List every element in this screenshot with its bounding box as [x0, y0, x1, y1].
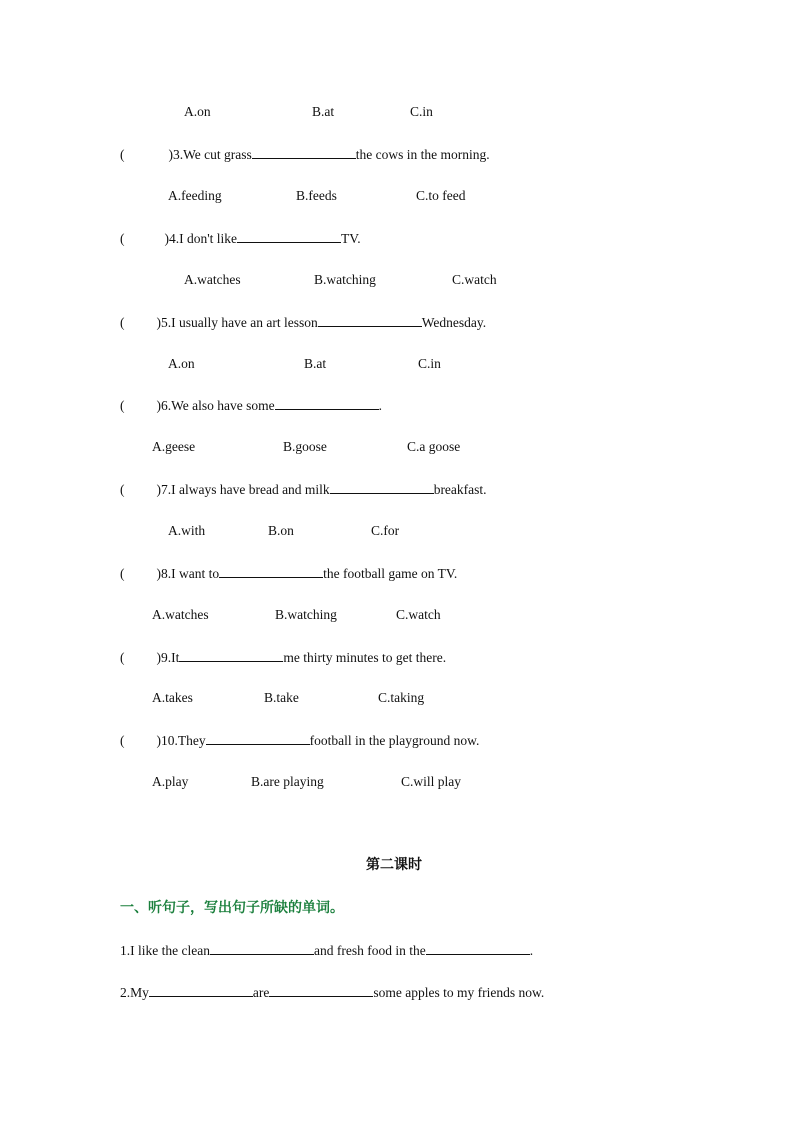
option-c: C.a goose [407, 439, 461, 454]
option-a: A.takes [152, 690, 193, 705]
question-stem: )3.We cut grass [168, 147, 252, 162]
option-a: A.watches [152, 607, 209, 622]
fill-sentence-1 [120, 942, 533, 959]
fill-sentence-2 [120, 984, 544, 1001]
option-c: C.for [371, 523, 400, 538]
question-4 [120, 230, 361, 247]
option-c: C.to feed [416, 188, 466, 203]
question-7 [120, 481, 487, 498]
question-tail: the football game on TV. [323, 566, 458, 581]
question-bracket: ( [120, 315, 125, 330]
option-b: B.watching [275, 607, 337, 622]
question-tail: football in the playground now. [309, 733, 480, 748]
question-bracket: ( [120, 231, 125, 246]
sentence-part: . [529, 943, 534, 958]
question-tail: me thirty minutes to get there. [283, 650, 447, 665]
question-stem: )10.They [156, 733, 206, 748]
question-5 [120, 314, 486, 331]
option-c: C.taking [378, 690, 425, 705]
question-stem: )8.I want to [156, 566, 220, 581]
option-b: B.goose [283, 439, 327, 454]
question-9 [120, 649, 446, 666]
question-tail: TV. [341, 231, 361, 246]
option-b: B.at [312, 104, 335, 119]
option-b: B.are playing [251, 774, 324, 789]
option-c: C.will play [401, 774, 461, 789]
question-bracket: ( [120, 482, 125, 497]
lesson-title: 第二课时 [366, 857, 422, 873]
answer-blank[interactable] [275, 397, 379, 410]
option-c: C.in [418, 356, 441, 371]
option-a: A.play [152, 774, 189, 789]
answer-blank[interactable] [219, 565, 323, 578]
option-a: A.on [184, 104, 211, 119]
option-b: B.feeds [296, 188, 337, 203]
sentence-part: 2.My [120, 985, 149, 1000]
question-3 [120, 146, 490, 163]
answer-blank[interactable] [269, 984, 373, 997]
question-8 [120, 565, 457, 582]
option-c: C.in [410, 104, 433, 119]
answer-blank[interactable] [206, 732, 310, 745]
sentence-part: 1.I like the clean [120, 943, 210, 958]
question-tail: Wednesday. [421, 315, 487, 330]
question-tail: the cows in the morning. [355, 147, 490, 162]
option-a: A.geese [152, 439, 196, 454]
question-stem: )7.I always have bread and milk [156, 482, 330, 497]
answer-blank[interactable] [179, 649, 283, 662]
answer-blank[interactable] [252, 146, 356, 159]
option-b: B.watching [314, 272, 376, 287]
sentence-part: some apples to my friends now. [373, 985, 545, 1000]
option-a: A.feeding [168, 188, 222, 203]
option-a: A.on [168, 356, 195, 371]
option-a: A.watches [184, 272, 241, 287]
option-c: C.watch [396, 607, 441, 622]
answer-blank[interactable] [426, 942, 530, 955]
answer-blank[interactable] [318, 314, 422, 327]
answer-blank[interactable] [149, 984, 253, 997]
answer-blank[interactable] [237, 230, 341, 243]
sentence-part: and fresh food in the [313, 943, 426, 958]
question-10 [120, 732, 479, 749]
option-c: C.watch [452, 272, 497, 287]
option-b: B.on [268, 523, 294, 538]
option-b: B.at [304, 356, 327, 371]
section-heading: 一、听句子，写出句子所缺的单词。 [120, 900, 344, 916]
option-a: A.with [168, 523, 206, 538]
question-bracket: ( [120, 566, 125, 581]
question-bracket: ( [120, 398, 125, 413]
question-stem: )9.It [156, 650, 180, 665]
question-stem: )6.We also have some [156, 398, 275, 413]
question-tail: breakfast. [433, 482, 487, 497]
option-b: B.take [264, 690, 299, 705]
question-bracket: ( [120, 650, 125, 665]
question-6 [120, 397, 382, 414]
question-bracket: ( [120, 733, 125, 748]
question-tail: . [378, 398, 382, 413]
sentence-part: are [252, 985, 270, 1000]
answer-blank[interactable] [210, 942, 314, 955]
answer-blank[interactable] [330, 481, 434, 494]
question-stem: )5.I usually have an art lesson [156, 315, 318, 330]
question-bracket: ( [120, 147, 125, 162]
question-stem: )4.I don't like [164, 231, 238, 246]
